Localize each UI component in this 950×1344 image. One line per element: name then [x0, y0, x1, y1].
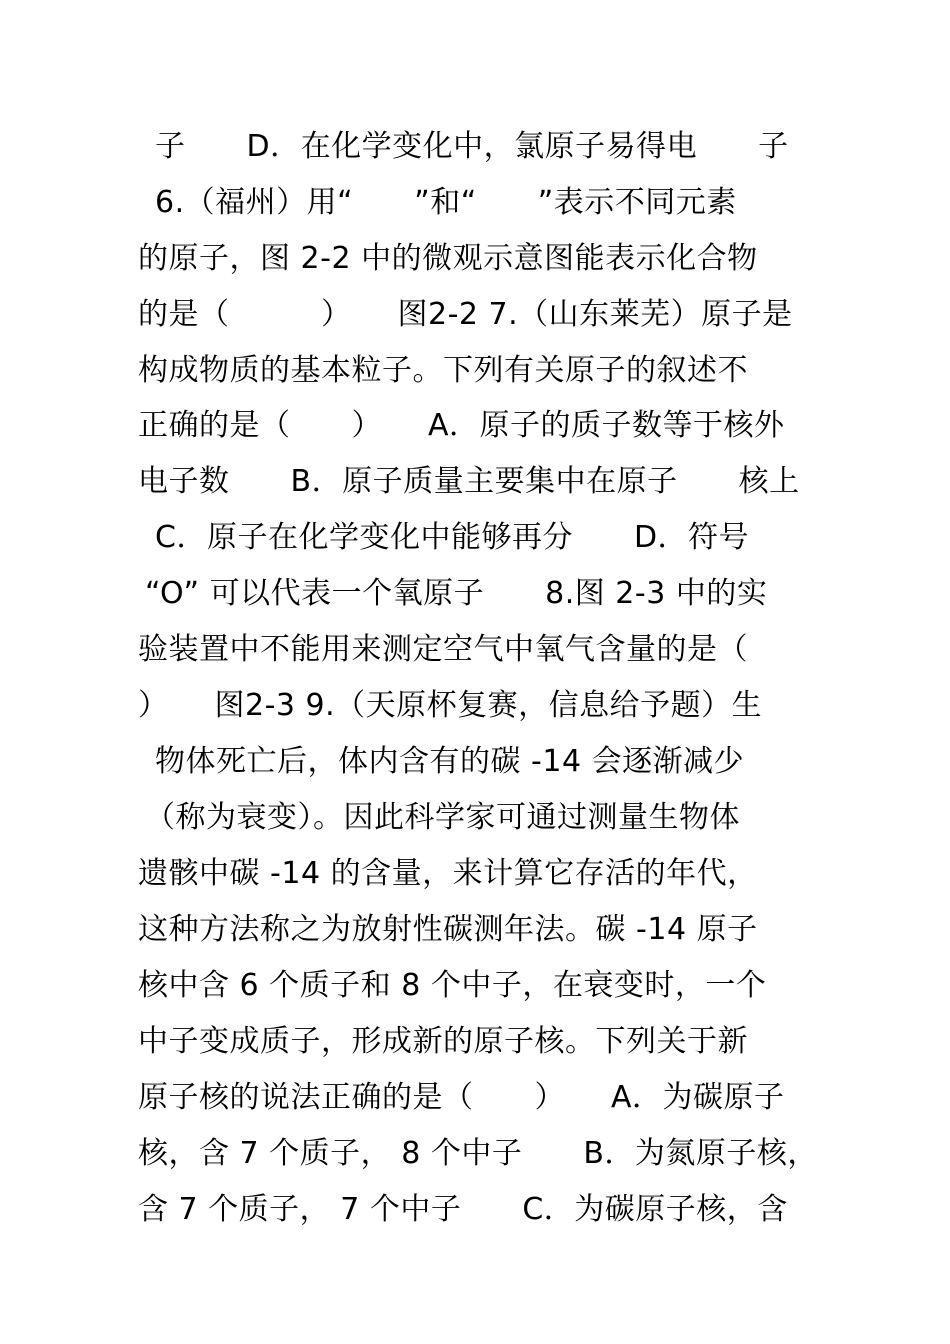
text-line-8: C．原子在化学变化中能够再分 D．符号 — [155, 520, 750, 555]
text-line-9: “O” 可以代表一个氧原子 8.图 2-3 中的实 — [145, 576, 768, 611]
text-line-16: 核中含 6 个质子和 8 个中子，在衰变时，一个 — [138, 968, 767, 1003]
text-line-11: ） 图2-3 9.（天原杯复赛，信息给予题）生 — [138, 688, 763, 723]
text-line-7: 电子数 B．原子质量主要集中在原子 核上 — [138, 464, 800, 499]
text-line-20: 含 7 个质子， 7 个中子 C．为碳原子核，含 — [138, 1192, 788, 1227]
text-line-19: 核，含 7 个质子， 8 个中子 B．为氮原子核， — [138, 1136, 818, 1171]
text-line-2: 6.（福州）用“ ”和“ ”表示不同元素 — [155, 185, 737, 220]
text-line-15: 这种方法称之为放射性碳测年法。碳 -14 原子 — [138, 912, 758, 947]
text-line-17: 中子变成质子，形成新的原子核。下列关于新 — [138, 1024, 748, 1059]
text-line-1: 子 D．在化学变化中，氯原子易得电 子 — [155, 129, 789, 164]
text-line-13: （称为衰变）。因此科学家可通过测量生物体 — [145, 800, 740, 835]
text-line-12: 物体死亡后，体内含有的碳 -14 会逐渐减少 — [155, 744, 745, 779]
text-line-18: 原子核的说法正确的是（ ） A．为碳原子 — [138, 1080, 785, 1115]
text-line-10: 验装置中不能用来测定空气中氧气含量的是（ — [138, 632, 748, 667]
text-line-3: 的原子，图 2-2 中的微观示意图能表示化合物 — [138, 241, 758, 276]
text-line-14: 遗骸中碳 -14 的含量，来计算它存活的年代， — [138, 856, 758, 891]
text-line-5: 构成物质的基本粒子。下列有关原子的叙述不 — [138, 353, 748, 388]
text-line-6: 正确的是（ ） A．原子的质子数等于核外 — [138, 408, 785, 443]
text-line-4: 的是（ ） 图2-2 7.（山东莱芜）原子是 — [138, 297, 793, 332]
